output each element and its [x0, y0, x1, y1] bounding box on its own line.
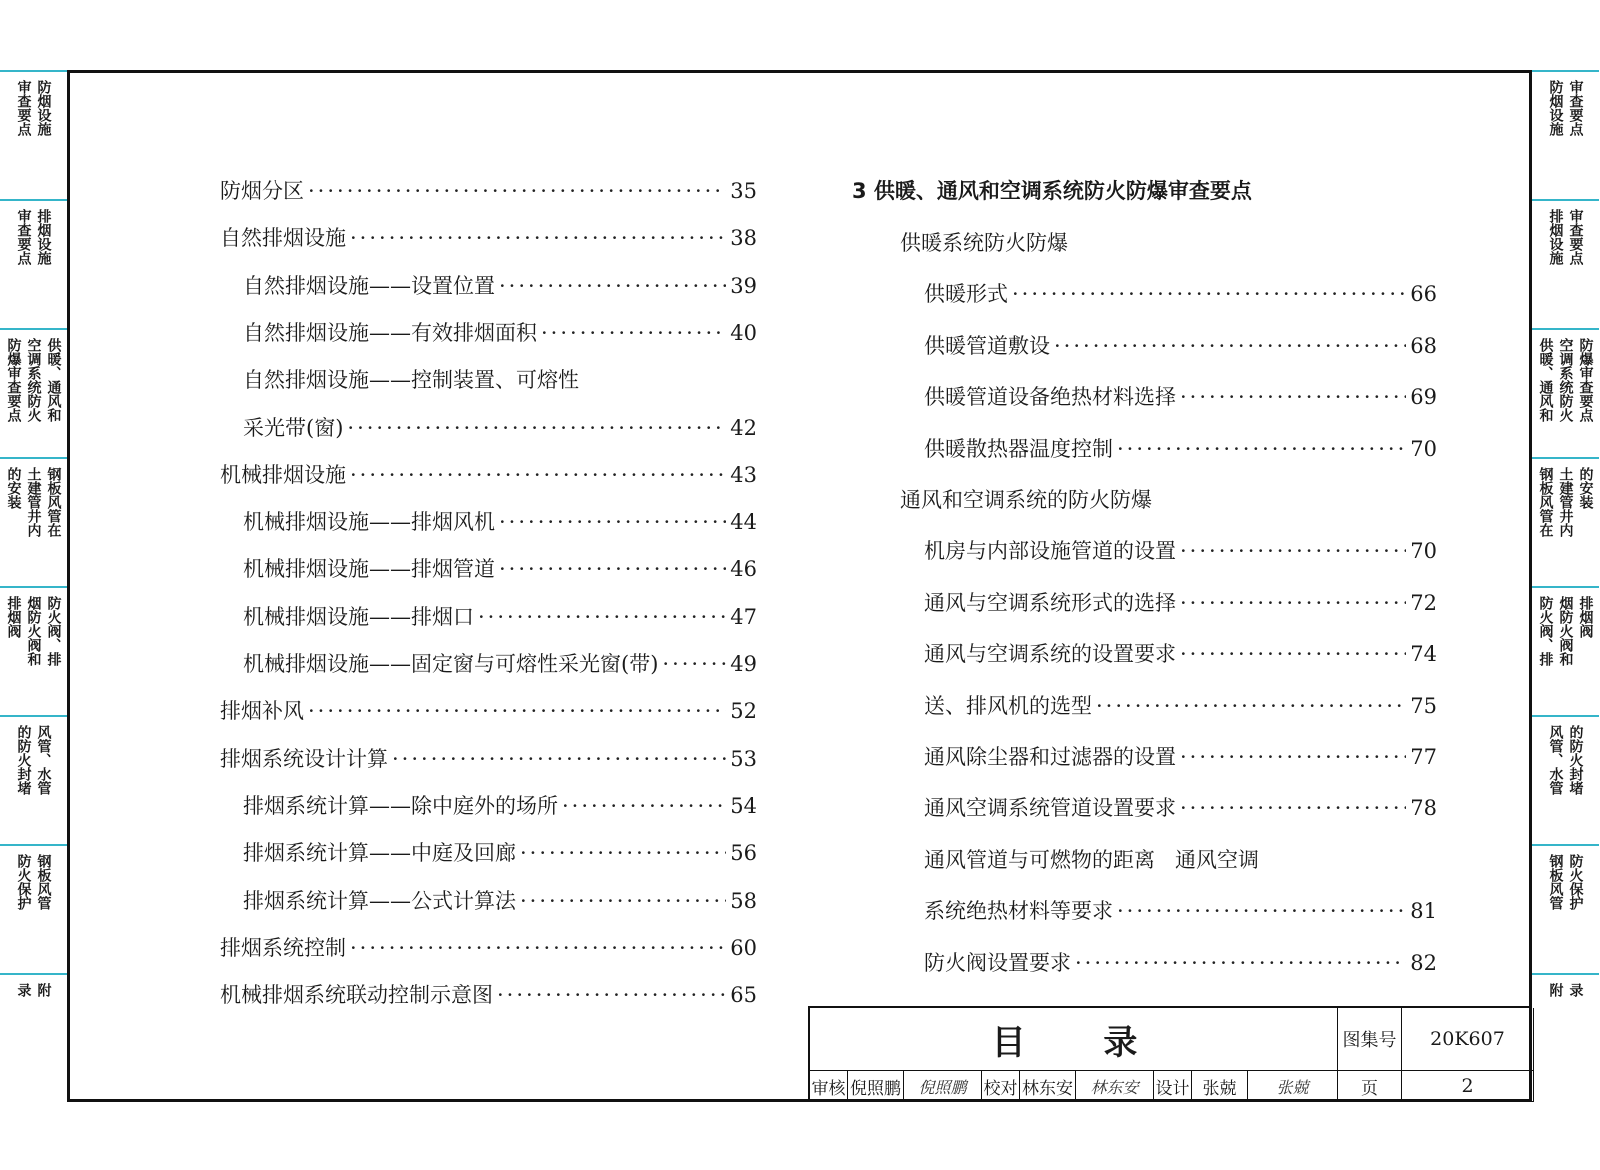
design-label-cell — [1154, 1071, 1192, 1102]
toc-entry-title: 机械排烟设施 — [220, 463, 346, 487]
tab-text-column: 防火保护 — [15, 854, 32, 910]
toc-entry-title: 排烟系统计算——中庭及回廊 — [243, 841, 516, 865]
toc-leader-dots — [662, 652, 726, 676]
tab-text — [8, 209, 59, 322]
tab-text-column: 供暖、通风和 — [1537, 338, 1554, 422]
toc-entry[interactable] — [900, 484, 1152, 512]
side-tab — [0, 586, 67, 715]
tab-text-column: 钢板风管在 — [45, 467, 62, 537]
toc-entry[interactable] — [924, 792, 1437, 820]
tab-text — [8, 725, 59, 838]
atlas-number: 20K607 — [1430, 1028, 1505, 1050]
tab-text — [5, 596, 62, 709]
page-number: 2 — [1461, 1075, 1474, 1097]
tab-text-column: 土建管井内 — [25, 467, 42, 537]
tab-divider — [0, 328, 67, 330]
toc-entry-title: 送、排风机的选型 — [924, 694, 1092, 718]
toc-entry-title: 机房与内部设施管道的设置 — [924, 539, 1176, 563]
toc-leader-dots — [350, 226, 726, 250]
toc-entry-title: 供暖管道设备绝热材料选择 — [924, 385, 1176, 409]
tab-text — [1540, 209, 1591, 322]
toc-entry-page: 81 — [1410, 899, 1437, 923]
toc-leader-dots — [541, 321, 726, 345]
toc-entry-title: 防火阀设置要求 — [924, 951, 1071, 975]
toc-entry-page: 68 — [1410, 334, 1437, 358]
tab-text-column: 防爆审查要点 — [5, 338, 22, 422]
toc-leader-dots — [1054, 334, 1406, 358]
check-label-cell — [982, 1071, 1020, 1102]
tab-text-column: 审查要点 — [15, 80, 32, 136]
toc-leader-dots — [478, 605, 726, 629]
toc-entry[interactable] — [924, 433, 1437, 461]
tab-text-column: 录 — [1567, 983, 1584, 997]
toc-entry[interactable] — [243, 837, 757, 865]
tab-text-column: 空调系统防火 — [25, 338, 42, 422]
atlas-label: 图集号 — [1342, 1030, 1397, 1051]
tab-text-column: 钢板风管 — [1547, 854, 1564, 910]
checker-sign-cell — [1076, 1071, 1154, 1102]
toc-entry-title: 自然排烟设施——设置位置 — [243, 274, 495, 298]
toc-entry-page: 38 — [730, 226, 757, 250]
side-tab — [0, 973, 67, 1102]
tab-divider — [1532, 70, 1599, 72]
review-label-cell — [810, 1071, 848, 1102]
tab-text-column: 审查要点 — [15, 209, 32, 265]
checker-name: 林东安 — [1022, 1078, 1073, 1099]
toc-entry[interactable] — [243, 553, 757, 581]
toc-leader-dots — [520, 889, 726, 913]
tab-text-column: 排烟阀 — [1577, 596, 1594, 638]
toc-leader-dots — [1180, 591, 1406, 615]
checker-signature: 林东安 — [1090, 1077, 1139, 1097]
tab-divider — [0, 715, 67, 717]
toc-entry-page: 70 — [1410, 437, 1437, 461]
tab-divider — [1532, 328, 1599, 330]
toc-entry-title: 排烟补风 — [220, 699, 304, 723]
tab-text-column: 风管、水管 — [1547, 725, 1564, 795]
toc-leader-dots — [499, 557, 726, 581]
atlas-no-cell — [1402, 1008, 1534, 1071]
toc-entry-page: 54 — [730, 794, 757, 818]
toc-entry-title: 自然排烟设施 — [220, 226, 346, 250]
toc-entry[interactable] — [243, 317, 757, 345]
toc-entry-title: 通风和空调系统的防火防爆 — [900, 488, 1152, 512]
toc-leader-dots — [499, 510, 726, 534]
tab-text — [1537, 467, 1594, 580]
tab-text-column: 排烟阀 — [5, 596, 22, 638]
toc-entry-page: 66 — [1410, 282, 1437, 306]
toc-entry-title: 排烟系统控制 — [220, 936, 346, 960]
tab-divider — [0, 199, 67, 201]
tab-text-column: 钢板风管在 — [1537, 467, 1554, 537]
toc-entry[interactable] — [924, 381, 1437, 409]
side-tab — [1532, 844, 1599, 973]
page-label-cell — [1338, 1071, 1402, 1102]
toc-entry[interactable] — [243, 648, 757, 676]
side-tab — [1532, 199, 1599, 328]
toc-leader-dots — [1180, 385, 1406, 409]
tab-text-column: 防火保护 — [1567, 854, 1584, 910]
reviewer-signature: 倪照鹏 — [918, 1077, 967, 1097]
toc-entry-page: 69 — [1410, 385, 1437, 409]
toc-leader-dots — [1180, 642, 1406, 666]
toc-entry[interactable] — [243, 506, 757, 534]
toc-entry-page: 52 — [730, 699, 757, 723]
tab-text — [8, 80, 59, 193]
toc-entry-title: 机械排烟设施——固定窗与可熔性采光窗(带) — [243, 652, 659, 676]
side-tab — [0, 328, 67, 457]
toc-entry-title: 系统绝热材料等要求 — [924, 899, 1113, 923]
toc-entry[interactable] — [924, 844, 1259, 872]
toc-entry-page: 43 — [730, 463, 757, 487]
design-label: 设计 — [1155, 1078, 1190, 1099]
toc-entry[interactable] — [924, 535, 1437, 563]
tab-divider — [0, 973, 67, 975]
side-tab — [0, 715, 67, 844]
tab-text-column: 防火阀、排 — [1537, 596, 1554, 666]
toc-entry[interactable] — [220, 222, 757, 250]
tab-text — [1537, 338, 1594, 451]
atlas-label-cell — [1338, 1008, 1402, 1071]
tab-text-column: 土建管井内 — [1557, 467, 1574, 537]
toc-entry-title: 自然排烟设施——控制装置、可熔性 — [243, 368, 579, 392]
tab-divider — [0, 457, 67, 459]
toc-leader-dots — [520, 841, 726, 865]
side-tab — [0, 70, 67, 199]
toc-leader-dots — [1180, 796, 1406, 820]
toc-entry-page: 46 — [730, 557, 757, 581]
toc-entry-page: 39 — [730, 274, 757, 298]
toc-entry[interactable] — [243, 412, 757, 440]
toc-entry-page: 60 — [730, 936, 757, 960]
toc-entry[interactable] — [924, 741, 1437, 769]
right-side-tabs — [1532, 70, 1599, 1102]
toc-entry-title: 机械排烟设施——排烟管道 — [243, 557, 495, 581]
toc-entry[interactable] — [220, 979, 757, 1007]
toc-leader-dots — [308, 179, 726, 203]
tab-text-column: 排烟设施 — [1547, 209, 1564, 265]
toc-entry-title: 自然排烟设施——有效排烟面积 — [243, 321, 537, 345]
tab-divider — [1532, 586, 1599, 588]
tab-text-column: 防烟设施 — [1547, 80, 1564, 136]
toc-entry[interactable] — [220, 695, 757, 723]
toc-entry-title: 采光带(窗) — [243, 416, 344, 440]
toc-leader-dots — [562, 794, 726, 818]
toc-leader-dots — [350, 936, 726, 960]
toc-entry-page: 56 — [730, 841, 757, 865]
toc-leader-dots — [1012, 282, 1406, 306]
tab-text-column: 防爆审查要点 — [1577, 338, 1594, 422]
tab-divider — [1532, 973, 1599, 975]
toc-entry-page: 40 — [730, 321, 757, 345]
side-tab — [0, 199, 67, 328]
toc-leader-dots — [347, 416, 726, 440]
toc-entry-page: 49 — [730, 652, 757, 676]
toc-entry-page: 75 — [1410, 694, 1437, 718]
tab-text-column: 钢板风管 — [35, 854, 52, 910]
tab-text-column: 排烟设施 — [35, 209, 52, 265]
toc-entry-page: 42 — [730, 416, 757, 440]
toc-entry-page: 53 — [730, 747, 757, 771]
tab-text — [8, 854, 59, 967]
toc-entry-title: 供暖形式 — [924, 282, 1008, 306]
toc-entry-page: 72 — [1410, 591, 1437, 615]
toc-entry-page: 35 — [730, 179, 757, 203]
toc-entry-title: 排烟系统计算——公式计算法 — [243, 889, 516, 913]
toc-leader-dots — [1180, 745, 1406, 769]
toc-entry[interactable] — [924, 278, 1437, 306]
tab-text — [1540, 80, 1591, 193]
tab-text-column: 附 — [1547, 983, 1564, 997]
toc-entry-page: 65 — [730, 983, 757, 1007]
tab-divider — [0, 70, 67, 72]
page-no-cell — [1402, 1071, 1534, 1102]
side-tab — [0, 457, 67, 586]
toc-entry[interactable] — [924, 330, 1437, 358]
toc-entry[interactable] — [924, 895, 1437, 923]
toc-leader-dots — [1117, 899, 1406, 923]
designer-sign-cell — [1248, 1071, 1338, 1102]
toc-entry-title: 通风与空调系统形式的选择 — [924, 591, 1176, 615]
page-label: 页 — [1361, 1078, 1378, 1099]
toc-entry[interactable] — [243, 364, 579, 392]
side-tab — [1532, 973, 1599, 1102]
reviewer-cell — [848, 1071, 904, 1102]
toc-leader-dots — [1117, 437, 1406, 461]
tab-divider — [1532, 844, 1599, 846]
toc-entry[interactable] — [924, 690, 1437, 718]
tab-text-column: 附 — [35, 983, 52, 997]
tab-text-column: 的安装 — [5, 467, 22, 509]
toc-entry-title: 通风空调系统管道设置要求 — [924, 796, 1176, 820]
tab-text — [5, 338, 62, 451]
toc-entry-page: 74 — [1410, 642, 1437, 666]
tab-text — [8, 983, 59, 1096]
toc-entry-page: 70 — [1410, 539, 1437, 563]
toc-leader-dots — [308, 699, 726, 723]
tab-text-column: 供暖、通风和 — [45, 338, 62, 422]
toc-entry[interactable] — [220, 459, 757, 487]
tab-text-column: 风管、水管 — [35, 725, 52, 795]
side-tab — [1532, 586, 1599, 715]
toc-entry[interactable] — [924, 638, 1437, 666]
tab-text-column: 烟防火阀和 — [25, 596, 42, 666]
toc-entry[interactable] — [900, 227, 1068, 255]
toc-entry-title: 排烟系统计算——除中庭外的场所 — [243, 794, 558, 818]
tab-text — [5, 467, 62, 580]
toc-entry-title: 供暖管道敷设 — [924, 334, 1050, 358]
toc-leader-dots — [350, 463, 726, 487]
reviewer-sign-cell — [904, 1071, 982, 1102]
toc-entry-title: 通风管道与可燃物的距离 通风空调 — [924, 848, 1260, 872]
toc-leader-dots — [1075, 951, 1406, 975]
tab-text-column: 审查要点 — [1567, 209, 1584, 265]
toc-entry-page: 47 — [730, 605, 757, 629]
toc-entry[interactable] — [924, 587, 1437, 615]
review-label: 审核 — [811, 1078, 846, 1099]
checker-cell — [1020, 1071, 1076, 1102]
tab-text-column: 的防火封堵 — [15, 725, 32, 795]
toc-entry[interactable] — [220, 743, 757, 771]
check-label: 校对 — [983, 1078, 1018, 1099]
toc-entry-title: 供暖散热器温度控制 — [924, 437, 1113, 461]
toc-entry-page: 58 — [730, 889, 757, 913]
tab-text — [1540, 983, 1591, 1096]
toc-leader-dots — [1096, 694, 1406, 718]
tab-text-column: 烟防火阀和 — [1557, 596, 1574, 666]
toc-entry[interactable] — [243, 270, 757, 298]
designer-signature: 张兢 — [1276, 1077, 1309, 1097]
title-block — [808, 1006, 1532, 1102]
toc-entry-title: 机械排烟系统联动控制示意图 — [220, 983, 493, 1007]
section-heading: 3 供暖、通风和空调系统防火防爆审查要点 — [852, 179, 1252, 203]
side-tab — [0, 844, 67, 973]
side-tab — [1532, 328, 1599, 457]
tab-text-column: 防火阀、排 — [45, 596, 62, 666]
toc-leader-dots — [497, 983, 726, 1007]
designer-cell — [1192, 1071, 1248, 1102]
tab-divider — [1532, 715, 1599, 717]
tab-text — [1537, 596, 1594, 709]
drawing-title: 目 录 — [991, 1022, 1156, 1063]
side-tab — [1532, 457, 1599, 586]
toc-entry-title: 机械排烟设施——排烟口 — [243, 605, 474, 629]
tab-text — [1540, 854, 1591, 967]
designer-name: 张兢 — [1202, 1078, 1237, 1099]
toc-entry-title: 通风除尘器和过滤器的设置 — [924, 745, 1176, 769]
toc-entry[interactable] — [220, 932, 757, 960]
toc-entry[interactable] — [243, 601, 757, 629]
toc-entry-title: 防烟分区 — [220, 179, 304, 203]
toc-entry-page: 82 — [1410, 951, 1437, 975]
side-tab — [1532, 70, 1599, 199]
toc-entry-title: 通风与空调系统的设置要求 — [924, 642, 1176, 666]
tab-text-column: 的安装 — [1577, 467, 1594, 509]
tab-divider — [0, 844, 67, 846]
tab-text-column: 防烟设施 — [35, 80, 52, 136]
tab-text-column: 的防火封堵 — [1567, 725, 1584, 795]
tab-divider — [0, 586, 67, 588]
tab-divider — [1532, 457, 1599, 459]
toc-entry-page: 44 — [730, 510, 757, 534]
toc-entry[interactable] — [220, 175, 757, 203]
toc-entry-title: 机械排烟设施——排烟风机 — [243, 510, 495, 534]
toc-entry-page: 78 — [1410, 796, 1437, 820]
tab-text — [1540, 725, 1591, 838]
reviewer-name: 倪照鹏 — [850, 1078, 901, 1099]
tab-text-column: 空调系统防火 — [1557, 338, 1574, 422]
toc-entry[interactable] — [243, 790, 757, 818]
title-cell — [810, 1008, 1338, 1071]
side-tab — [1532, 715, 1599, 844]
tab-text-column: 录 — [15, 983, 32, 997]
toc-leader-dots — [499, 274, 726, 298]
toc-entry-title: 排烟系统设计计算 — [220, 747, 388, 771]
left-side-tabs — [0, 70, 67, 1102]
toc-leader-dots — [1180, 539, 1406, 563]
tab-text-column: 审查要点 — [1567, 80, 1584, 136]
toc-leader-dots — [392, 747, 726, 771]
toc-entry[interactable] — [243, 885, 757, 913]
toc-entry-title: 供暖系统防火防爆 — [900, 231, 1068, 255]
toc-entry[interactable] — [924, 947, 1437, 975]
tab-divider — [1532, 199, 1599, 201]
toc-entry-page: 77 — [1410, 745, 1437, 769]
